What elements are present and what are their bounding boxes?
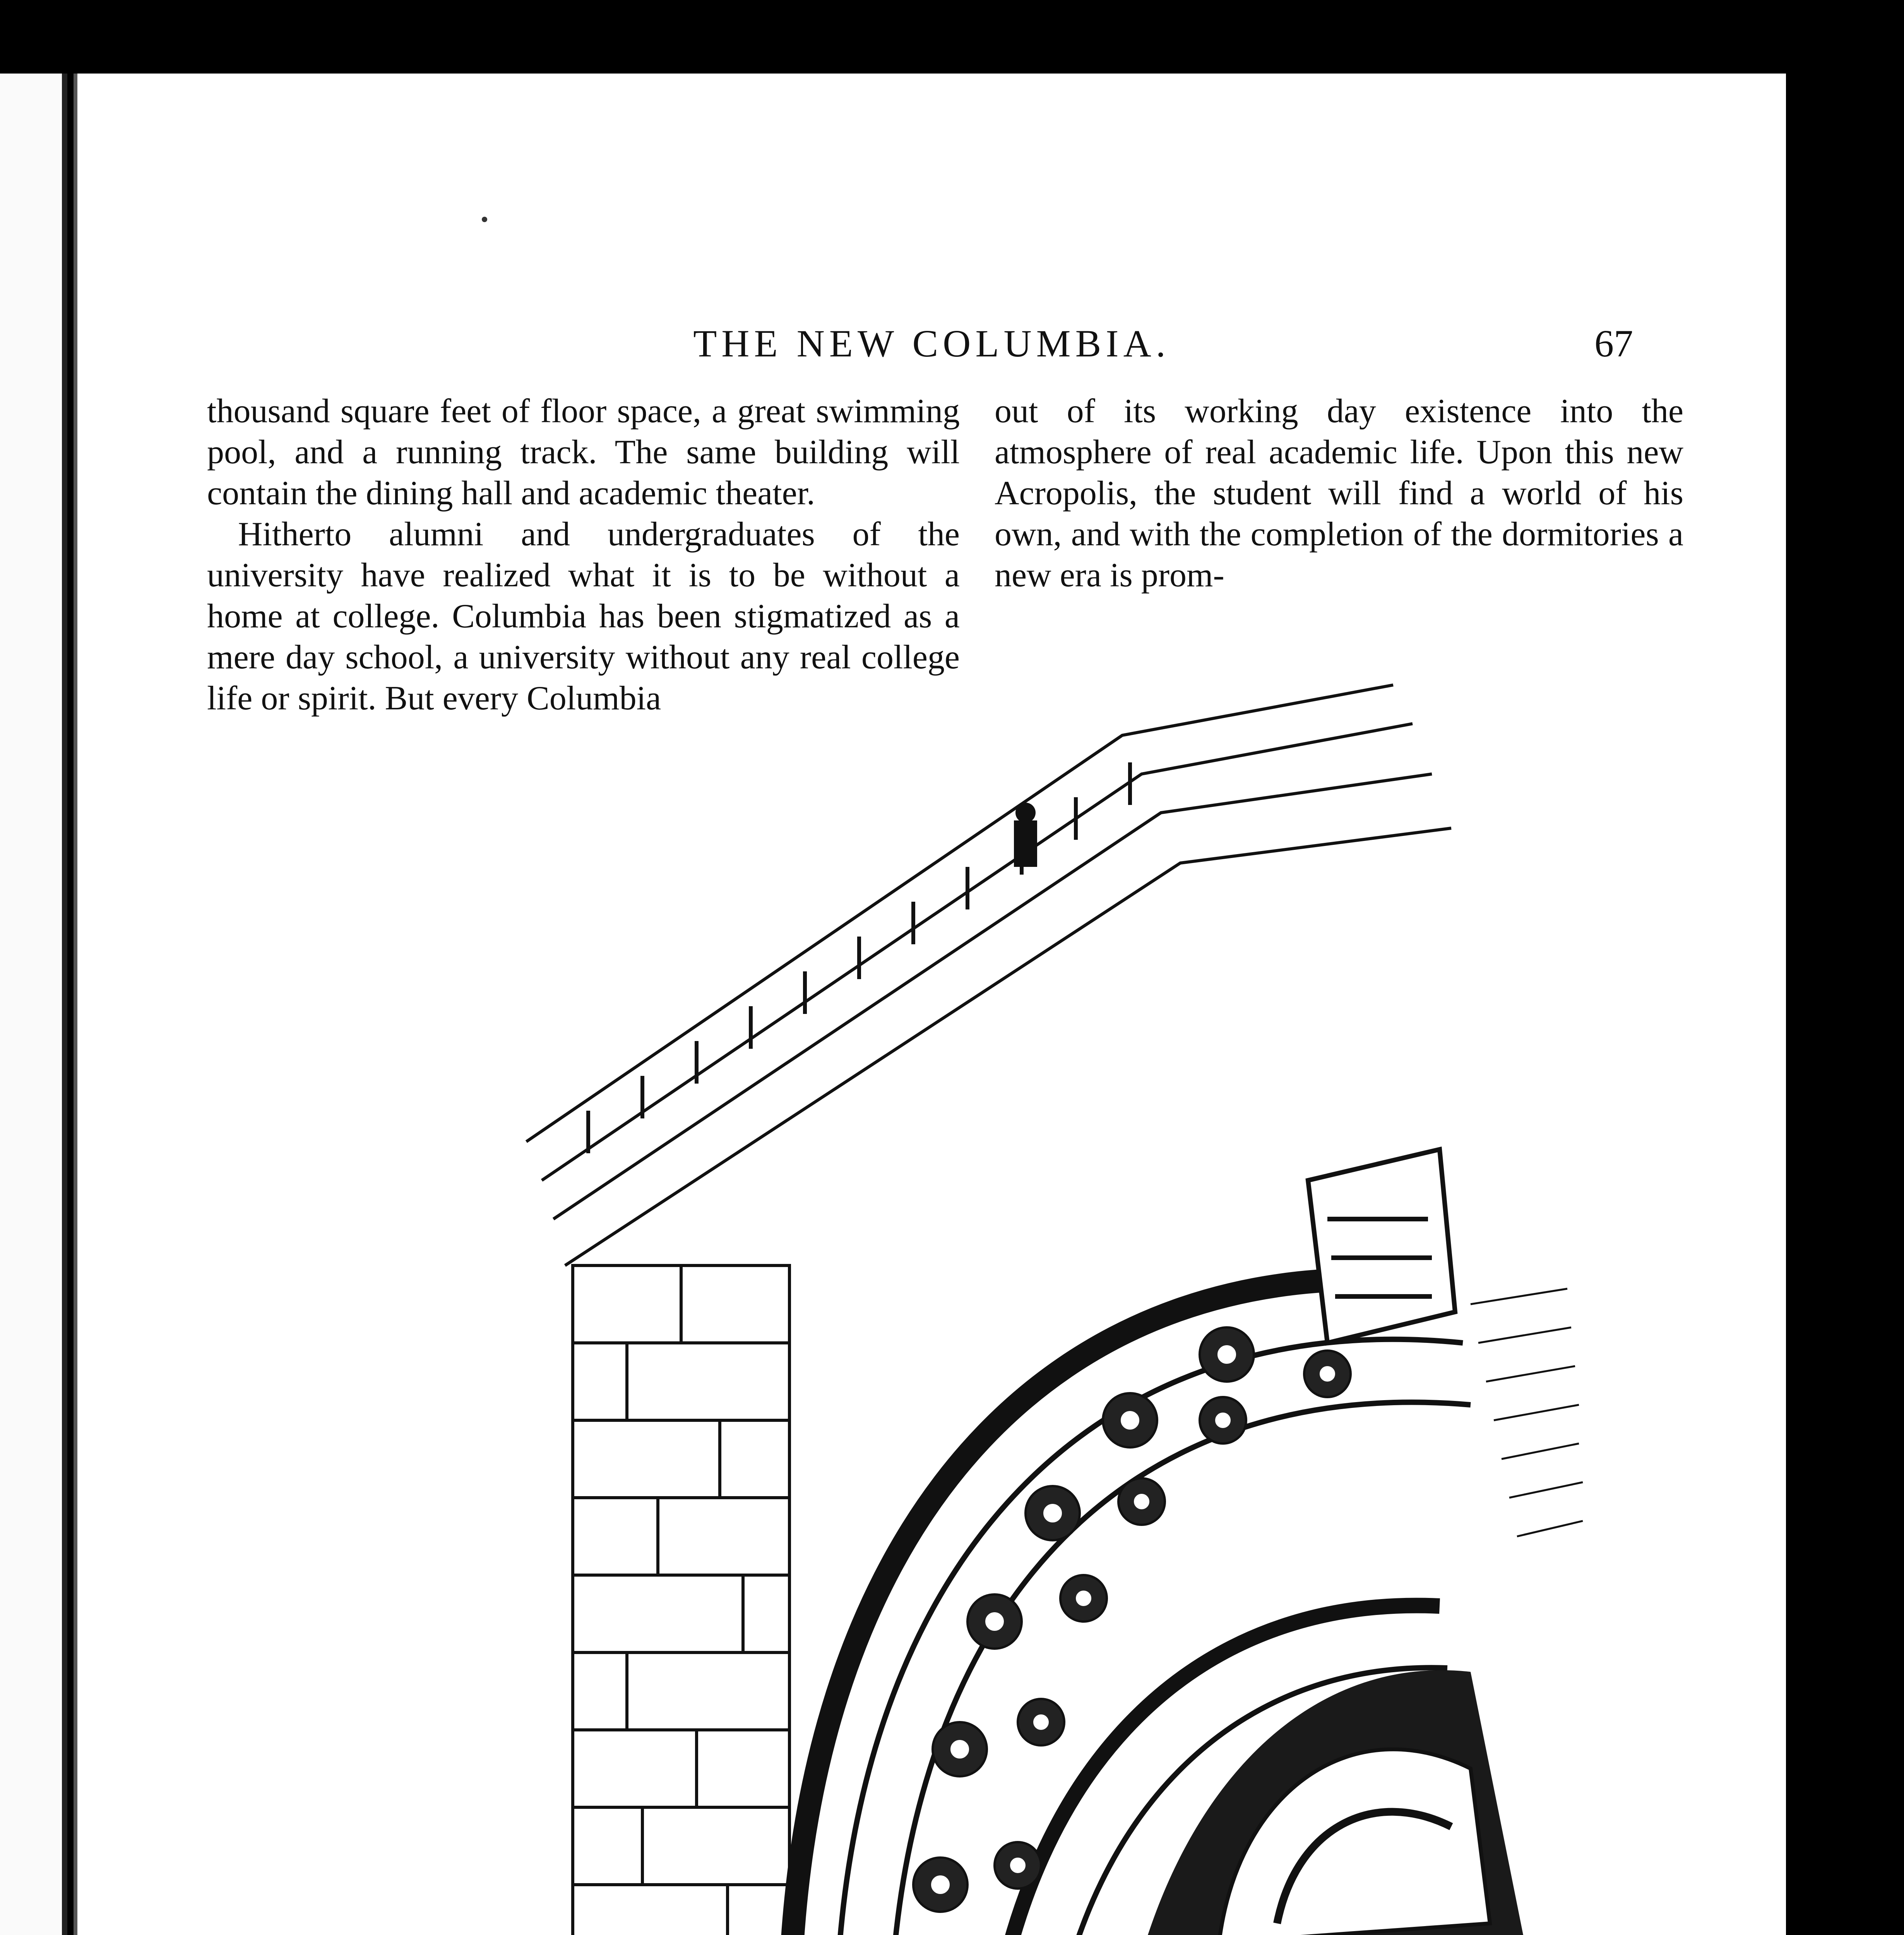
page-header: [77, 321, 1786, 368]
paragraph: Hitherto alumni and undergraduates of the university have realized what it is to be without a home at college. Columbia has been stigmatized as a mere day school, a university without any real college life or spirit. But every Columbia: [207, 515, 960, 717]
facing-page-edge: [0, 74, 67, 1935]
right-column-top: [995, 391, 1683, 596]
page-speck: [482, 217, 487, 222]
running-title: THE NEW COLUMBIA.: [693, 322, 1170, 365]
paragraph: thousand square feet of floor space, a great swimming pool, and a running track. The same building will contain the dining hall and academic theater.: [207, 392, 960, 512]
page-number: 67: [1594, 322, 1633, 365]
paragraph: out of its working day existence into the atmosphere of real academic life. Upon this new Acropolis, the student will find a world of his own, and with the completion of the dormitories a new era is prom-: [995, 392, 1683, 594]
library-arch-illustration: [426, 646, 1606, 1935]
book-page: [74, 74, 1786, 1935]
